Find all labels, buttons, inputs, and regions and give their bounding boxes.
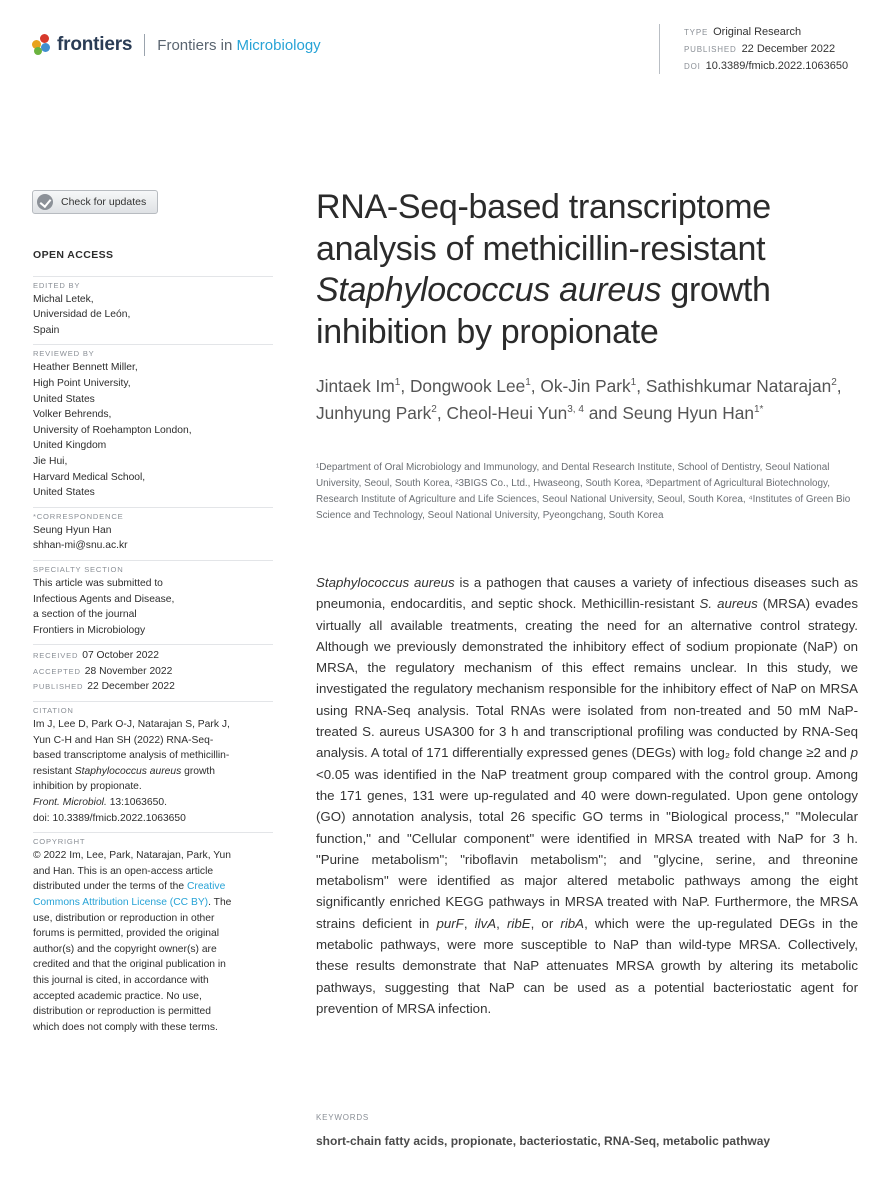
author-list: Jintaek Im$^1$, Dongwook Lee$^1$, Ok-Jin Park$^1$, Sathishkumar Natarajan$^2$, Junhyung Park$^2$, Cheol-Heui Yun$^{3, 4}$ and Seung Hyun Han$^{1*}$ — [316, 376, 842, 423]
check-for-updates-button[interactable]: Check for updates — [32, 190, 158, 214]
copyright-section: COPYRIGHT © 2022 Im, Lee, Park, Natarajan, Park, Yun and Han. This is an open-access article distributed under the terms of the Creative Commons Attribution License (CC BY). The use, distribution or reproduction in other forums is permitted, provided the original author(s) and the copyright owner(s) are credited and that the original publication in this journal is cited, in accordance with accepted academic practice. No use, distribution or reproduction is permitted which does not comply with these terms. — [33, 832, 273, 1035]
sidebar — [33, 248, 273, 1041]
affiliations: ¹Department of Oral Microbiology and Immunology, and Dental Research Institute, School of Dentistry, Seoul National University, Seoul, South Korea, ²3BIGS Co., Ltd., Hwaseong, South Korea, ³Department of Agricultural Biotechnology, Research Institute of Agriculture and Life Sciences, Seoul National University, Seoul, South Korea, ⁴Institutes of Green Bio Science and Technology, Seoul National University, Pyeongchang, South Korea — [316, 462, 851, 521]
frontiers-logo-icon — [32, 34, 52, 56]
received-date: RECEIVED 07 October 2022 — [33, 650, 159, 662]
meta-published: PUBLISHED 22 December 2022 — [684, 43, 836, 55]
frontiers-logo[interactable] — [32, 34, 321, 56]
author-affiliation-mark: 1* — [753, 404, 764, 416]
abstract-segment: Staphylococcus aureus — [316, 575, 455, 590]
correspondence-email[interactable]: shhan-mi@snu.ac.kr — [33, 540, 128, 552]
abstract-segment: ribA — [560, 915, 585, 931]
author-name[interactable]: Cheol-Heui Yun — [446, 403, 568, 423]
abstract-segment: ribE — [506, 915, 531, 931]
meta-type: TYPE Original Research — [684, 26, 802, 38]
author-affiliation-mark: 2 — [431, 404, 437, 416]
specialty-section: SPECIALTY SECTION This article was submitted to Infectious Agents and Disease, a section of the journal Frontiers in Microbiology — [33, 560, 273, 638]
author-affiliation-mark: 1 — [525, 377, 531, 389]
author-name[interactable]: Junhyung Park — [316, 403, 432, 423]
abstract-segment: , which were the up-regulated DEGs in the metabolic pathways, were more susceptible to NaP than wild-type MRSA. Collectively, these results demonstrate that NaP attenuates MRSA growth by altering its metabolic pathways, suggesting that NaP can be used as a potential bacteriostatic agent for prevention of MRSA infection. — [316, 915, 859, 1016]
keywords: short-chain fatty acids, propionate, bacteriostatic, RNA-Seq, metabolic pathway — [316, 1134, 771, 1148]
correspondence-section: *CORRESPONDENCE Seung Hyun Han shhan-mi@snu.ac.kr — [33, 507, 273, 554]
dates-section — [33, 644, 273, 695]
open-access-label: OPEN ACCESS — [33, 249, 114, 261]
author-affiliation-mark: 1 — [630, 377, 637, 389]
license-link-part1[interactable]: Creative — [186, 881, 226, 893]
published-date: PUBLISHED 22 December 2022 — [33, 681, 175, 693]
author-affiliation-mark: 2 — [831, 377, 837, 389]
logo-wordmark: frontiers — [57, 34, 133, 55]
abstract-segment: S. aureus — [699, 596, 758, 612]
author-affiliation-mark: 3, 4 — [567, 404, 584, 416]
abstract-segment: ilvA — [474, 915, 497, 931]
author-name[interactable]: Sathishkumar Natarajan — [645, 376, 832, 396]
article-title: RNA-Seq-based transcriptome analysis of methicillin-resistant Staphylococcus aureus growth inhibition by propionate — [316, 188, 771, 351]
abstract-segment: is a pathogen that causes a variety of infectious diseases such as pneumonia, endocarditis, and septic shock. Methicillin-resistant — [316, 575, 858, 612]
abstract-segment: p — [850, 745, 858, 761]
article-meta — [659, 24, 848, 74]
abstract-segment: purF — [436, 915, 464, 931]
author-name[interactable]: Ok-Jin Park — [540, 376, 631, 396]
citation-section: CITATION Im J, Lee D, Park O-J, Natarajan S, Park J, Yun C-H and Han SH (2022) RNA-Seq- based transcriptome analysis of methicillin- resistant Staphylococcus aureus growth inhibition by propionate. Front. Microbiol. 13:1063650. doi: 10.3389/fmicb.2022.1063650 — [33, 701, 273, 826]
license-link-part2[interactable]: Commons Attribution License (CC BY) — [33, 897, 209, 908]
meta-doi[interactable]: DOI 10.3389/fmicb.2022.1063650 — [684, 60, 849, 72]
edited-by-section: EDITED BY Michal Letek, Universidad de León, Spain — [33, 276, 273, 339]
citation-doi[interactable]: doi: 10.3389/fmicb.2022.1063650 — [33, 812, 186, 824]
abstract-segment: , — [463, 915, 475, 931]
abstract-segment: <0.05 was identified in the NaP treatment group compared with the control group. Among the 171 genes, 131 were up-regulated and 40 were down-regulated. Upon gene ontology (GO) annotation analysis, total 26 specific GO terms in "Biological process," "Molecular function," and "Cellular component" were identified in MRSA treated with NaP for 3 h. "Purine metabolism"; "riboflavin metabolism"; and "glycine, serine, and threonine metabolism" were identified as major altered metabolic pathways among the eight significantly enriched KEGG pathways in MRSA treated with NaP. Furthermore, the MRSA strains deficient in — [316, 766, 858, 931]
keywords-label: KEYWORDS — [316, 1113, 370, 1122]
accepted-date: ACCEPTED 28 November 2022 — [33, 665, 173, 677]
abstract-segment: (MRSA) evades virtually all available treatments, creating the need for an alternative control strategy. Although we previously demonstrated the inhibitory effect of sodium propionate (NaP) on MRSA, the regulatory mechanism of this effect remains unclear. In this study, we investigated the regulatory mechanism responsible for the inhibitory effect of NaP on MRSA using RNA-Seq analysis. Total RNAs were isolated from non-treated and 50 mM NaP-treated S. aureus USA300 for 3 h and transcriptional profiling was conducted by RNA-Seq analysis. A total of 171 differentially expressed genes (DEGs) with log₂ fold change ≥2 and — [316, 596, 858, 761]
author-name[interactable]: Seung Hyun Han — [622, 403, 754, 423]
author-name[interactable]: Jintaek Im — [316, 376, 395, 396]
abstract-segment: , or — [530, 915, 561, 931]
author-name[interactable]: Dongwook Lee — [409, 376, 526, 396]
reviewed-by-section: REVIEWED BY Heather Bennett Miller, High Point University, United States Volker Behrends, University of Roehampton London, United Kingdom Jie Hui, Harvard Medical School, United States — [33, 344, 273, 500]
logo-divider — [144, 34, 145, 56]
abstract — [316, 572, 858, 1019]
check-updates-icon — [37, 194, 53, 210]
journal-name: Frontiers in Microbiology — [157, 36, 321, 54]
abstract-segment: , — [496, 915, 507, 931]
author-affiliation-mark: 1 — [394, 377, 401, 389]
